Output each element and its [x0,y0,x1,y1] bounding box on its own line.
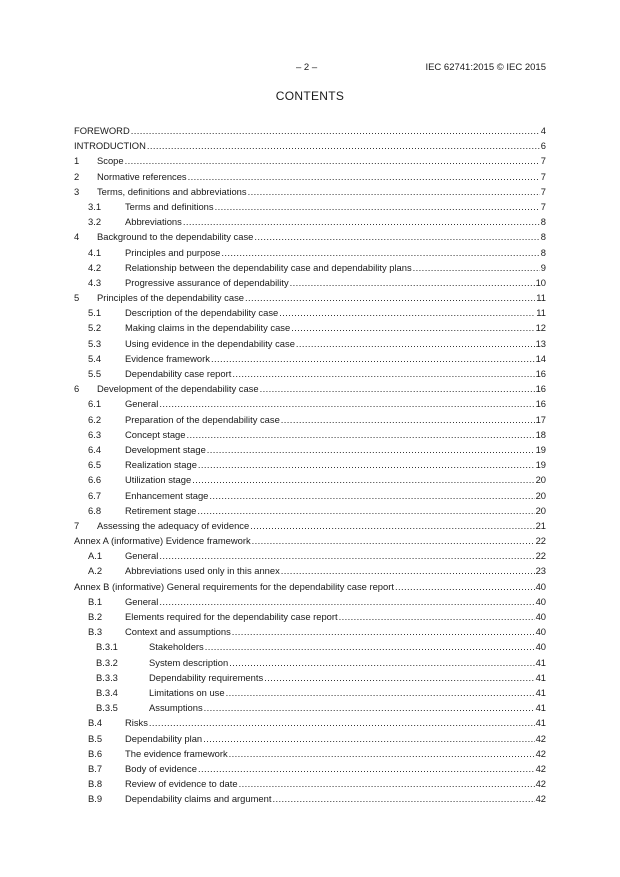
toc-entry[interactable] [74,594,546,609]
dot-leader [395,579,535,594]
dot-leader [192,472,534,487]
dot-leader [281,412,535,427]
dot-leader [239,776,535,791]
toc-entry-title: Annex A (informative) Evidence framework [74,535,251,547]
toc-entry-page: 42 [535,747,546,759]
toc-entry[interactable] [74,275,546,290]
toc-entry-title: Body of evidence [125,762,197,774]
toc-entry-title: Utilization stage [125,474,192,486]
toc-entry-number: 6 [74,383,80,395]
toc-entry[interactable] [74,746,546,761]
toc-entry[interactable] [74,731,546,746]
toc-entry-number: 6.7 [88,489,102,501]
toc-entry[interactable] [74,245,546,260]
toc-entry-page: 23 [535,565,546,577]
dot-leader [198,761,535,776]
toc-entry-page: 6 [540,140,546,152]
toc-entry[interactable] [74,412,546,427]
dot-leader [232,624,535,639]
toc-entry-page: 40 [535,611,546,622]
dot-leader [183,214,540,229]
toc-entry-title: General [125,550,159,562]
toc-entry-title: Abbreviations used only in this annex [125,565,280,577]
toc-entry-number: B.1 [88,595,103,607]
dot-leader [226,685,535,700]
toc-entry[interactable] [74,761,546,776]
toc-entry-page: 18 [535,428,546,440]
toc-entry-page: 41 [535,656,546,668]
toc-entry-page: 7 [540,200,546,212]
dot-leader [272,791,534,806]
toc-entry-title: Terms, definitions and abbreviations [97,185,247,197]
toc-entry-number: 5.1 [88,307,102,319]
toc-entry-title: Background to the dependability case [97,231,254,243]
toc-entry-number: 6.5 [88,459,102,471]
toc-entry-number: 3.1 [88,200,102,212]
toc-entry-number: 4.1 [88,246,102,258]
toc-entry-title: Normative references [97,170,187,182]
toc-entry-number: 6.1 [88,398,102,410]
toc-entry[interactable] [74,396,546,411]
dot-leader [211,351,535,366]
toc-entry-page: 16 [535,398,546,410]
dot-leader [291,320,534,335]
toc-entry[interactable] [74,624,546,639]
toc-entry-page: 22 [535,535,546,547]
toc-entry-number: 6.6 [88,474,102,486]
toc-entry-number: B.3.1 [96,641,118,653]
toc-entry-title: Dependability claims and argument [125,793,272,805]
dot-leader [205,639,535,654]
toc-entry-title: Dependability requirements [149,671,264,683]
toc-entry-number: 3.2 [88,216,102,228]
toc-entry[interactable] [74,381,546,396]
toc-entry-page: 10 [535,276,546,288]
dot-leader [209,488,534,503]
toc-entry-page: 7 [540,170,546,182]
toc-entry-number: 4.3 [88,276,102,288]
toc-entry-title: Scope [97,155,124,167]
toc-entry[interactable] [74,169,546,184]
toc-entry-page: 40 [535,580,546,592]
toc-entry-number: 7 [74,519,80,531]
toc-entry[interactable] [74,503,546,518]
toc-entry-page: 20 [535,504,546,516]
toc-entry[interactable] [74,305,546,320]
toc-entry-page: 42 [535,762,546,774]
toc-entry-title: Context and assumptions [125,626,231,638]
toc-entry-title: Concept stage [125,428,186,440]
toc-entry-title: Preparation of the dependability case [125,413,280,425]
toc-entry-page: 40 [535,595,546,607]
toc-entry-page: 42 [535,793,546,805]
toc-entry-page: 40 [535,641,546,653]
toc-entry-title: Limitations on use [149,686,225,698]
dot-leader [229,655,534,670]
dot-leader [221,245,539,260]
toc-entry-number: B.5 [88,732,103,744]
toc-entry-page: 11 [536,307,546,319]
toc-entry[interactable] [74,533,546,548]
dot-leader [159,396,534,411]
toc-entry-number: B.3.5 [96,702,118,714]
dot-leader [260,381,535,396]
toc-entry-page: 40 [535,626,546,638]
toc-entry-title: Risks [125,717,148,729]
toc-entry-title: Elements required for the dependability case report [125,611,338,622]
toc-entry-title: Making claims in the dependability case [125,322,291,334]
dot-leader [188,169,540,184]
toc-entry-page: 13 [535,337,546,349]
toc-entry-title: Principles of the dependability case [97,292,244,304]
toc-entry[interactable] [74,366,546,381]
toc-entry-number: 4.2 [88,261,102,273]
dot-leader [125,153,540,168]
toc-entry-title: Terms and definitions [125,200,214,212]
dot-leader [413,260,540,275]
toc-entry-number: 6.2 [88,413,102,425]
toc-entry-title: Using evidence in the dependability case [125,337,295,349]
toc-entry[interactable] [74,427,546,442]
dot-leader [254,229,539,244]
toc-entry-number: 5.4 [88,352,102,364]
dot-leader [147,138,540,153]
dot-leader [197,503,534,518]
toc-entry-title: System description [149,656,229,668]
toc-entry-page: 14 [535,352,546,364]
toc-entry-number: 5 [74,292,80,304]
dot-leader [296,336,535,351]
toc-entry-page: 11 [536,292,546,304]
toc-entry[interactable] [74,153,546,168]
toc-entry-title: Development of the dependability case [97,383,259,395]
toc-entry-title: Assessing the adequacy of evidence [97,519,250,531]
toc-entry-title: Realization stage [125,459,197,471]
toc-entry-page: 42 [535,778,546,790]
toc-entry-number: B.3 [88,626,103,638]
toc-entry-number: 2 [74,170,80,182]
toc-entry-title: General [125,595,159,607]
toc-entry[interactable] [74,518,546,533]
toc-entry[interactable] [74,138,546,153]
toc-entry-number: B.3.4 [96,686,118,698]
toc-entry-title: Development stage [125,443,206,455]
toc-entry[interactable] [74,488,546,503]
toc-entry-page: 41 [535,717,546,729]
toc-entry-title: Progressive assurance of dependability [125,276,289,288]
toc-entry[interactable] [74,336,546,351]
toc-entry[interactable] [74,548,546,563]
toc-entry-number: B.3.3 [96,671,118,683]
toc-entry-page: 8 [540,246,546,258]
dot-leader [229,746,535,761]
toc-entry-page: 7 [540,185,546,197]
toc-entry-page: 7 [540,155,546,167]
toc-entry-number: 5.3 [88,337,102,349]
toc-entry-number: A.1 [88,550,103,562]
dot-leader [252,533,535,548]
toc-entry[interactable] [74,639,546,654]
toc-entry-page: 41 [535,702,546,714]
toc-entry-number: B.9 [88,793,103,805]
toc-entry-number: 6.3 [88,428,102,440]
toc-entry[interactable] [74,457,546,472]
toc-entry-title: Dependability case report [125,368,232,379]
toc-entry-title: Review of evidence to date [125,778,238,790]
toc-entry-page: 9 [540,261,546,273]
toc-entry-number: 4 [74,231,80,243]
toc-entry-page: 4 [540,125,546,136]
toc-entry[interactable] [74,320,546,335]
dot-leader [203,731,534,746]
toc-entry[interactable] [74,260,546,275]
dot-leader [248,184,540,199]
page-title: CONTENTS [275,89,345,103]
toc-entry[interactable] [74,214,546,229]
toc-entry-title: Principles and purpose [125,246,221,258]
toc-entry[interactable] [74,563,546,578]
toc-entry-page: 8 [540,216,546,228]
toc-entry-number: B.8 [88,778,103,790]
toc-entry-page: 21 [535,519,546,531]
dot-leader [149,715,535,730]
dot-leader [279,305,535,320]
toc-entry-title: Stakeholders [149,641,204,653]
toc-entry-title: Evidence framework [125,352,210,364]
dot-leader [186,427,534,442]
toc-entry[interactable] [74,442,546,457]
toc-entry-number: 3 [74,185,80,197]
toc-entry-page: 12 [535,322,546,334]
toc-entry-title: The evidence framework [125,747,228,759]
toc-entry-number: 6.4 [88,443,102,455]
toc-entry[interactable] [74,472,546,487]
table-of-contents [74,123,546,806]
toc-entry-number: B.3.2 [96,656,118,668]
toc-entry[interactable] [74,655,546,670]
dot-leader [159,594,534,609]
toc-entry-number: B.4 [88,717,103,729]
toc-entry-number: B.7 [88,762,103,774]
toc-entry-title: Assumptions [149,702,203,714]
dot-leader [264,670,534,685]
document-reference: IEC 62741:2015 © IEC 2015 [425,62,546,73]
toc-entry-page: 16 [535,383,546,395]
toc-entry-number: A.2 [88,565,103,577]
toc-entry-title: General [125,398,159,410]
toc-entry-page: 8 [540,231,546,243]
dot-leader [245,290,535,305]
toc-entry[interactable] [74,579,546,594]
dot-leader [281,563,535,578]
dot-leader [131,123,540,138]
toc-entry[interactable] [74,290,546,305]
toc-entry-page: 22 [535,550,546,562]
toc-entry-number: 5.2 [88,322,102,334]
toc-entry-title: Description of the dependability case [125,307,279,319]
dot-leader [215,199,540,214]
toc-entry[interactable] [74,199,546,214]
dot-leader [290,275,535,290]
toc-entry[interactable] [74,791,546,806]
toc-entry-page: 19 [535,443,546,455]
dot-leader [250,518,534,533]
dot-leader [339,609,535,624]
toc-entry-title: Abbreviations [125,216,182,228]
toc-entry-page: 17 [535,413,546,425]
toc-entry-title: Retirement stage [125,504,197,516]
toc-entry[interactable] [74,685,546,700]
toc-entry-number: B.6 [88,747,103,759]
toc-entry[interactable] [74,670,546,685]
toc-entry[interactable] [74,184,546,199]
toc-entry[interactable] [74,700,546,715]
toc-entry-title: FOREWORD [74,125,130,136]
toc-entry-page: 16 [535,368,546,379]
dot-leader [207,442,535,457]
page-number: – 2 – [296,62,318,73]
dot-leader [232,366,534,381]
toc-entry-number: 6.8 [88,504,102,516]
toc-entry-title: Annex B (informative) General requirements for the dependability case report [74,580,394,592]
toc-entry-title: Dependability plan [125,732,203,744]
toc-entry[interactable] [74,609,546,624]
toc-entry-title: INTRODUCTION [74,140,146,152]
toc-entry-number: 1 [74,155,80,167]
toc-entry[interactable] [74,229,546,244]
toc-entry[interactable] [74,351,546,366]
toc-entry-page: 42 [535,732,546,744]
toc-entry-page: 41 [535,671,546,683]
toc-entry-title: Enhancement stage [125,489,209,501]
dot-leader [198,457,535,472]
dot-leader [159,548,534,563]
toc-entry-page: 41 [535,686,546,698]
toc-entry[interactable] [74,715,546,730]
toc-entry-page: 20 [535,489,546,501]
toc-entry[interactable] [74,776,546,791]
toc-entry[interactable] [74,123,546,138]
toc-entry-number: B.2 [88,611,103,622]
toc-entry-number: 5.5 [88,368,102,379]
toc-entry-page: 20 [535,474,546,486]
toc-entry-title: Relationship between the dependability case and dependability plans [125,261,412,273]
toc-entry-page: 19 [535,459,546,471]
dot-leader [204,700,535,715]
